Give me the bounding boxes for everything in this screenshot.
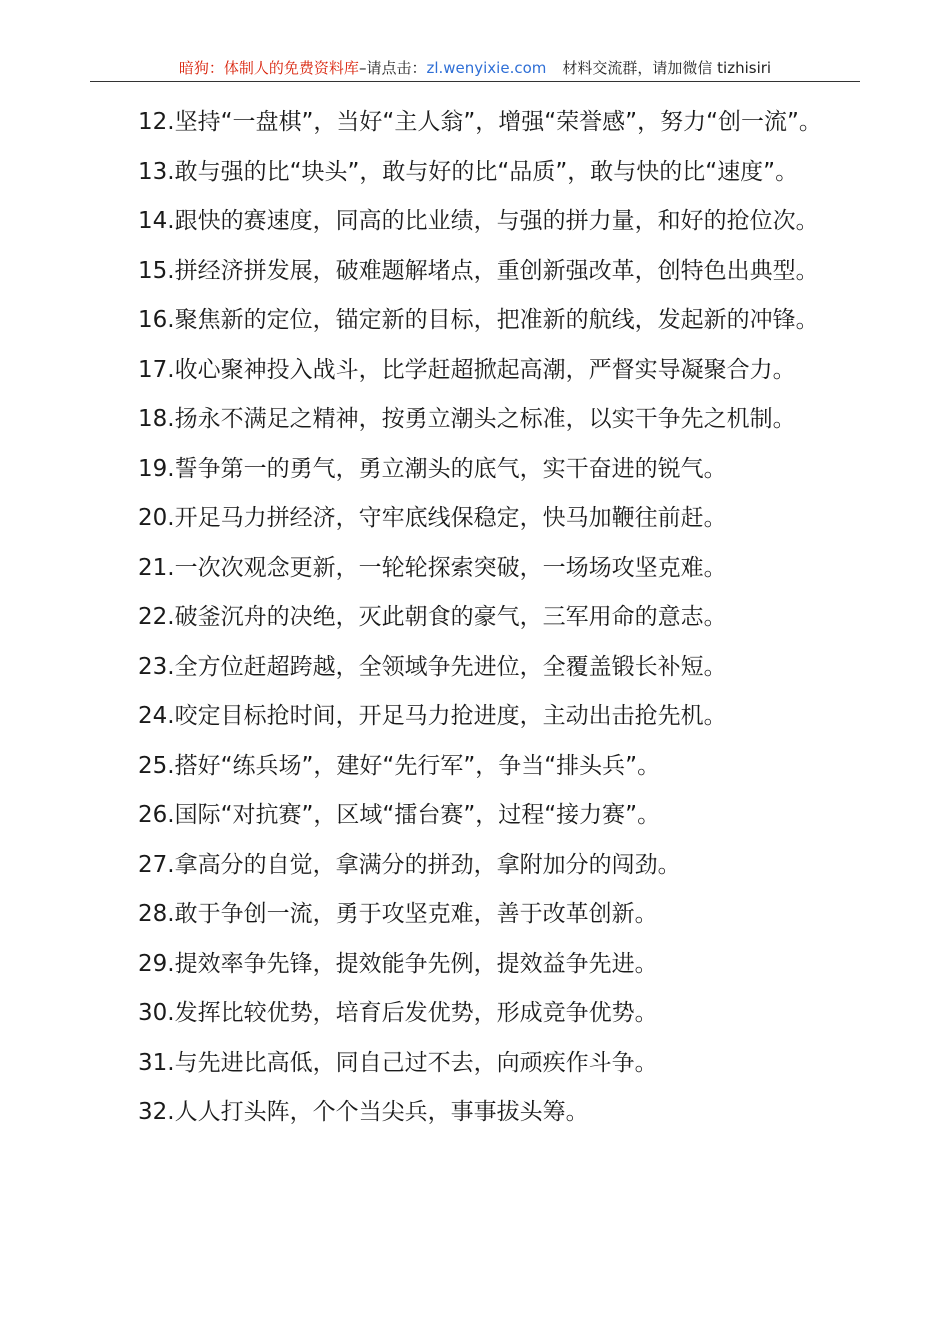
page-header xyxy=(0,57,950,79)
paragraph-14: 14.跟快的赛速度，同高的比业绩，与强的拼力量，和好的抢位次。 xyxy=(138,208,819,234)
header-group-note: 材料交流群，请加微信 tizhisiri xyxy=(562,59,772,77)
paragraph-22: 22.破釜沉舟的决绝，灭此朝食的豪气，三军用命的意志。 xyxy=(138,604,727,630)
paragraph-15: 15.拼经济拼发展，破难题解堵点，重创新强改革，创特色出典型。 xyxy=(138,257,819,284)
header-click-prefix: –请点击： xyxy=(358,59,427,77)
header-divider xyxy=(90,81,860,82)
paragraph-29: 29.提效率争先锋，提效能争先例，提效益争先进。 xyxy=(138,950,658,977)
paragraph-27: 27.拿高分的自觉，拿满分的拼劲，拿附加分的闯劲。 xyxy=(138,851,681,878)
header-url-link[interactable]: zl.wenyixie.com xyxy=(426,59,547,77)
header-brand: 暗狗：体制人的免费资料库 xyxy=(178,59,359,77)
paragraph-24: 24.咬定目标抢时间，开足马力抢进度，主动出击抢先机。 xyxy=(138,703,727,729)
paragraph-19: 19.誓争第一的勇气，勇立潮头的底气，实干奋进的锐气。 xyxy=(138,455,727,482)
paragraph-26: 26.国际“对抗赛”，区域“擂台赛”，过程“接力赛”。 xyxy=(138,802,661,828)
document-body xyxy=(90,98,850,1138)
paragraph-30: 30.发挥比较优势，培育后发优势，形成竞争优势。 xyxy=(138,1000,658,1026)
paragraph-21: 21.一次次观念更新，一轮轮探索突破，一场场攻坚克难。 xyxy=(138,554,727,581)
paragraph-25: 25.搭好“练兵场”，建好“先行军”，争当“排头兵”。 xyxy=(138,752,661,779)
paragraph-18: 18.扬永不满足之精神，按勇立潮头之标准，以实干争先之机制。 xyxy=(138,406,796,432)
paragraph-12: 12.坚持“一盘棋”，当好“主人翁”，增强“荣誉感”，努力“创一流”。 xyxy=(138,109,822,135)
paragraph-31: 31.与先进比高低，同自己过不去，向顽疾作斗争。 xyxy=(138,1049,658,1076)
paragraph-13: 13.敢与强的比“块头”，敢与好的比“品质”，敢与快的比“速度”。 xyxy=(138,158,799,185)
paragraph-23: 23.全方位赶超跨越，全领域争先进位，全覆盖锻长补短。 xyxy=(138,653,727,680)
paragraph-16: 16.聚焦新的定位，锚定新的目标，把准新的航线，发起新的冲锋。 xyxy=(138,307,819,333)
paragraph-20: 20.开足马力拼经济，守牢底线保稳定，快马加鞭往前赶。 xyxy=(138,505,727,531)
paragraph-32: 32.人人打头阵，个个当尖兵，事事拔头筹。 xyxy=(138,1099,589,1125)
paragraph-28: 28.敢于争创一流，勇于攻坚克难，善于改革创新。 xyxy=(138,901,658,927)
paragraph-17: 17.收心聚神投入战斗，比学赶超掀起高潮，严督实导凝聚合力。 xyxy=(138,356,796,383)
